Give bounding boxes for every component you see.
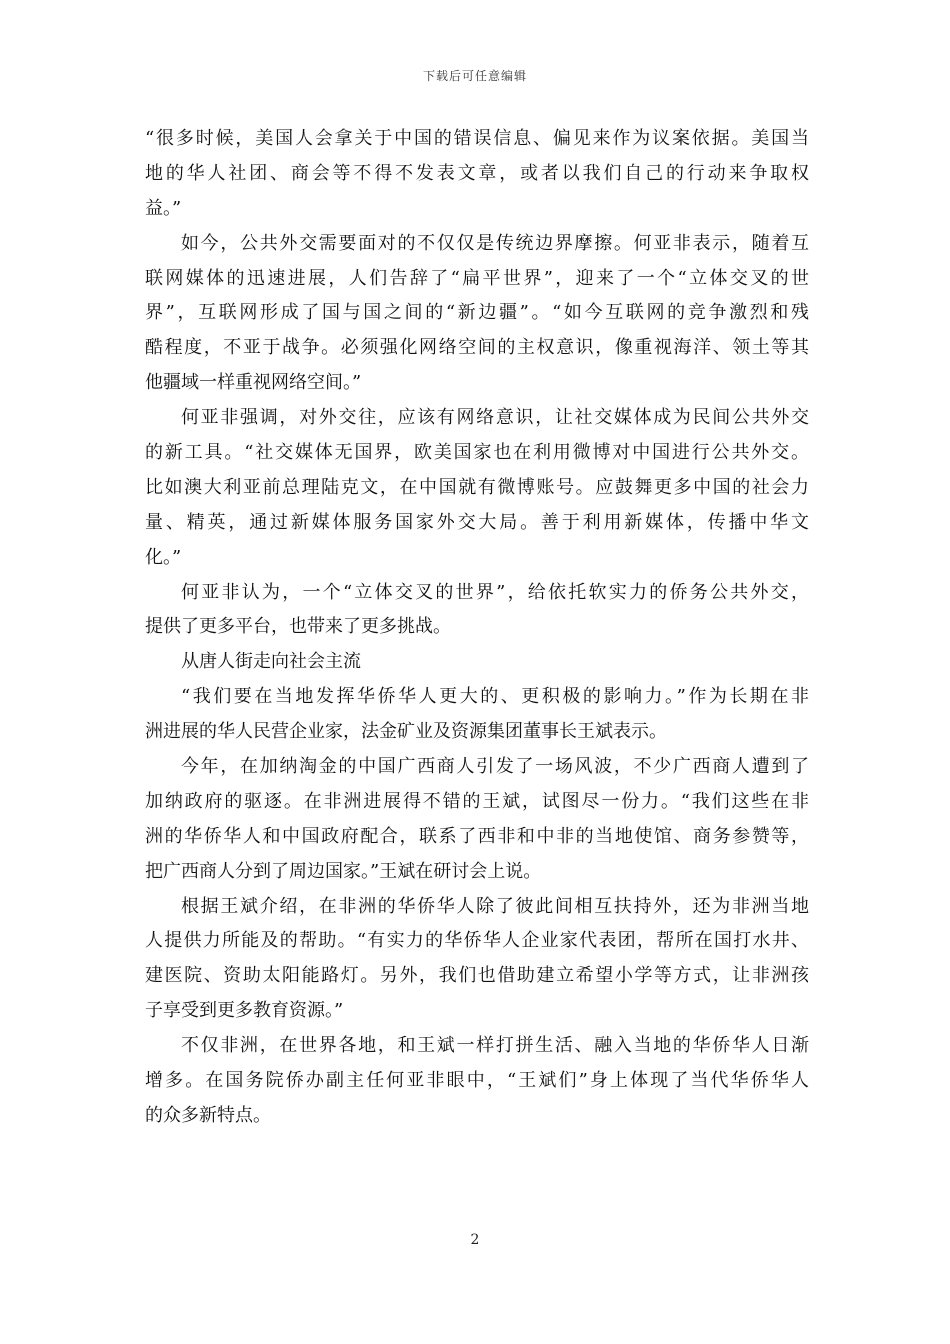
text-line: 提供了更多平台，也带来了更多挑战。	[145, 616, 451, 638]
text-line: 加纳政府的驱逐。在非洲进展得不错的王斌，试图尽一份力。“我们这些在非	[145, 790, 809, 812]
page-header: 下载后可任意编辑	[422, 69, 527, 83]
text-line: 人提供力所能及的帮助。“有实力的华侨华人企业家代表团，帮所在国打水井、	[145, 930, 809, 952]
text-line: 如今，公共外交需要面对的不仅仅是传统边界摩擦。何亚非表示，随着互	[181, 232, 809, 254]
text-line: 地的华人社团、商会等不得不发表文章，或者以我们自己的行动来争取权	[145, 162, 809, 184]
text-line: 不仅非洲，在世界各地，和王斌一样打拼生活、融入当地的华侨华人日渐	[181, 1035, 809, 1057]
text-line: 联网媒体的迅速进展，人们告辞了“扁平世界”，迎来了一个“立体交叉的世	[145, 267, 809, 289]
text-line: 今年，在加纳淘金的中国广西商人引发了一场风波，不少广西商人遭到了	[181, 756, 809, 778]
text-line: 比如澳大利亚前总理陆克文，在中国就有微博账号。应鼓舞更多中国的社会力	[145, 476, 809, 498]
text-line: 化。”	[145, 546, 182, 568]
text-line: 洲进展的华人民营企业家，法金矿业及资源集团董事长王斌表示。	[145, 721, 667, 743]
text-line: 根据王斌介绍，在非洲的华侨华人除了彼此间相互扶持外，还为非洲当地	[181, 895, 809, 917]
body-text	[145, 122, 809, 1134]
text-line: 界”，互联网形成了国与国之间的“新边疆”。“如今互联网的竞争激烈和残	[145, 302, 809, 324]
text-line: 量、精英，通过新媒体服务国家外交大局。善于利用新媒体，传播中华文	[145, 511, 809, 533]
text-line: 增多。在国务院侨办副主任何亚非眼中，“王斌们”身上体现了当代华侨华人	[145, 1070, 809, 1092]
text-line: 把广西商人分到了周边国家。”王斌在研讨会上说。	[145, 860, 542, 882]
text-line: 酷程度，不亚于战争。必须强化网络空间的主权意识，像重视海洋、领土等其	[145, 337, 809, 359]
text-line: 子享受到更多教育资源。”	[145, 1000, 344, 1022]
text-line: 何亚非认为，一个“立体交叉的世界”，给依托软实力的侨务公共外交，	[181, 581, 809, 603]
text-line: 他疆域一样重视网络空间。”	[145, 372, 362, 394]
text-line: 的新工具。“社交媒体无国界，欧美国家也在利用微博对中国进行公共外交。	[145, 442, 809, 464]
text-line: “很多时候，美国人会拿关于中国的错误信息、偏见来作为议案依据。美国当	[145, 128, 809, 149]
text-line: 益。”	[145, 197, 182, 219]
text-line: “我们要在当地发挥华侨华人更大的、更积极的影响力。”作为长期在非	[181, 686, 809, 708]
page-number: 2	[470, 1232, 480, 1248]
section-heading: 从唐人街走向社会主流	[181, 651, 361, 673]
text-line: 洲的华侨华人和中国政府配合，联系了西非和中非的当地使馆、商务参赞等，	[145, 825, 809, 847]
text-line: 的众多新特点。	[145, 1104, 271, 1126]
text-line: 何亚非强调，对外交往，应该有网络意识，让社交媒体成为民间公共外交	[181, 407, 809, 429]
text-line: 建医院、资助太阳能路灯。另外，我们也借助建立希望小学等方式，让非洲孩	[145, 965, 809, 987]
